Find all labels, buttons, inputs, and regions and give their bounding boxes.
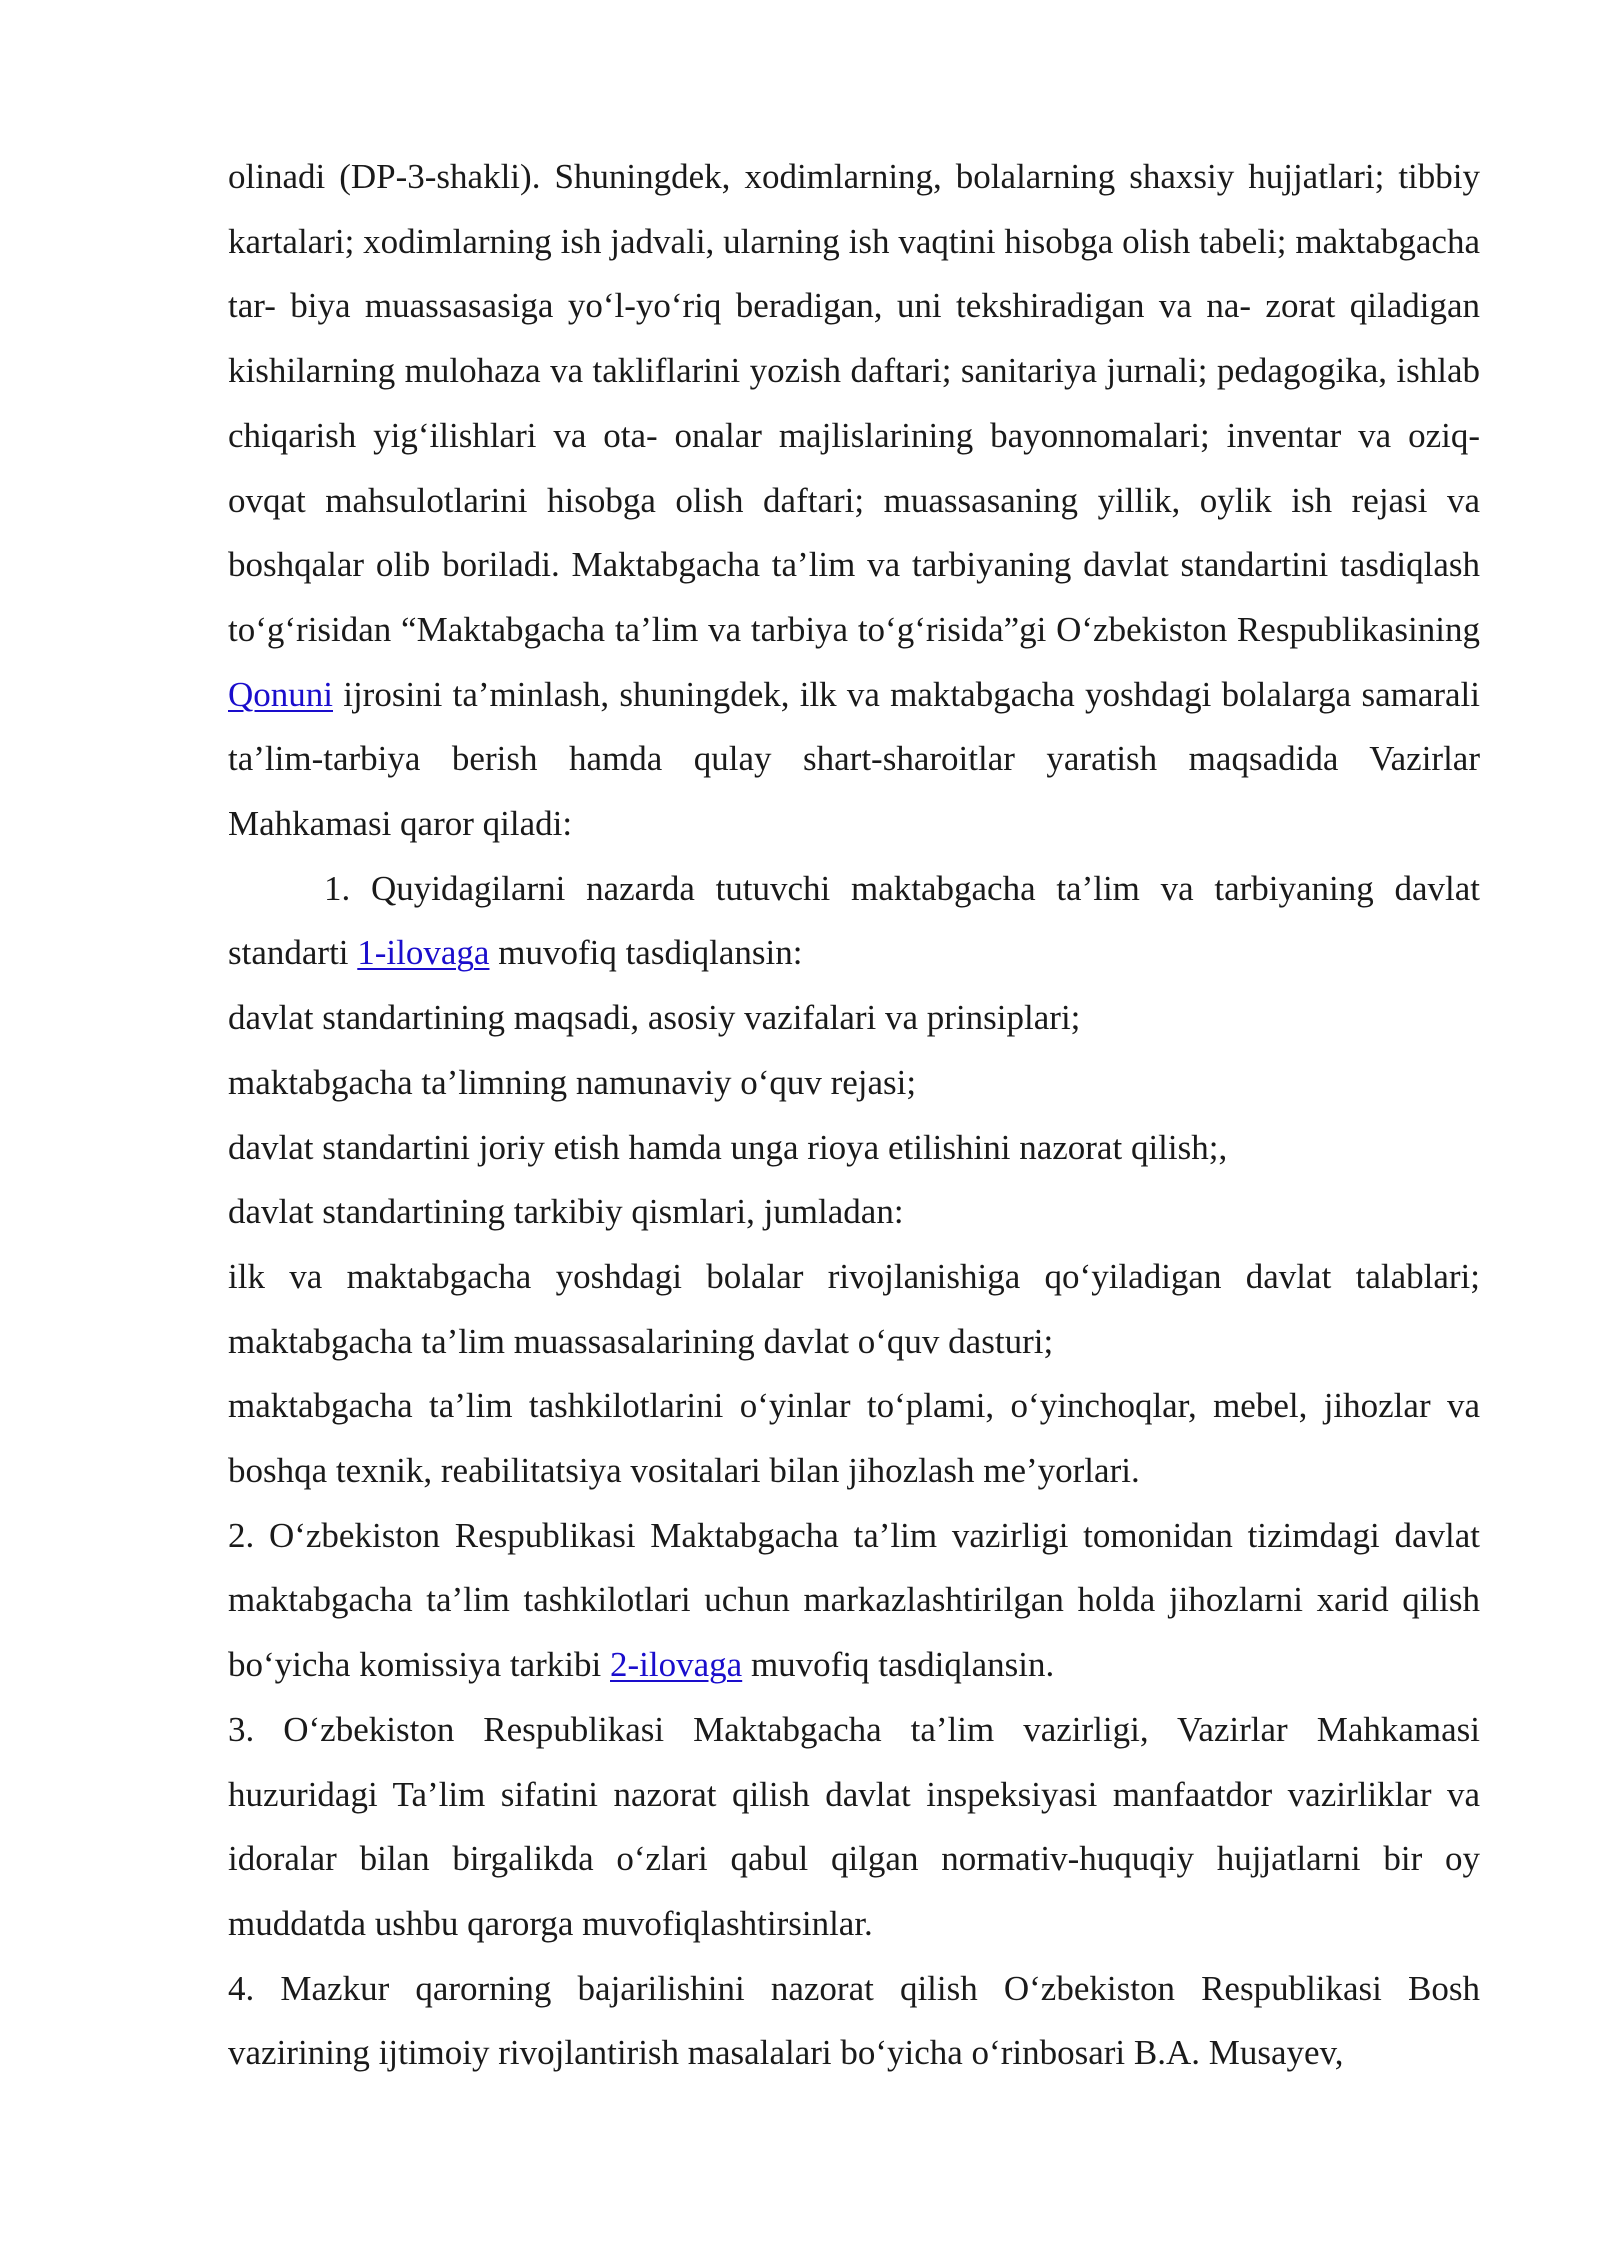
appendix-1-link[interactable]: 1-ilovaga xyxy=(357,933,490,973)
appendix-2-link[interactable]: 2-ilovaga xyxy=(610,1645,743,1685)
list-line-control: davlat standartini joriy etish hamda unga rioya etilishini nazorat qilish;, xyxy=(228,1127,1228,1167)
list-line-components: davlat standartining tarkibiy qismlari, jumladan: xyxy=(228,1192,904,1232)
paragraph-item-3: 3. O‘zbekiston Respublikasi Maktabgacha ta’lim vazirligi, Vazirlar Mahkamasi huzuridagi Ta’lim sifatini nazorat qilish davlat inspeksiyasi manfaatdor vazirliklar va idoralar bilan birgalikda o‘zlari qabul qilgan normativ-huquqiy hujjatlarni bir oy muddatda ushbu qarorga muvofiqlashtirsinlar. xyxy=(228,1709,1480,1943)
law-link[interactable]: Qonuni xyxy=(228,674,333,714)
paragraph-item-2 xyxy=(228,1504,1480,1698)
paragraph-requirements: ilk va maktabgacha yoshdagi bolalar rivojlanishiga qo‘yiladigan davlat talablari; maktabgacha ta’lim muassasalarining davlat o‘quv dasturi; xyxy=(228,1256,1480,1361)
paragraph-text: olinadi (DP-3-shakli). Shuningdek, xodimlarning, bolalarning shaxsiy hujjatlari; tibbiy kartalari; xodimlarning ish jadvali, ularning ish vaqtini hisobga olish tabeli; maktabgacha tar- biya muassasasiga yo‘l-yo‘riq beradigan, uni tekshiradigan va na- zorat qiladigan kishilarning mulohaza va takliflarini yozish daftari; sanitariya jurnali; pedagogika, ishlab chiqarish yig‘ilishlari va ota- onalar majlislarining bayonnomalari; inventar va oziq-ovqat mahsulotlarini hisobga olish daftari; muassasaning yillik, oylik ish rejasi va boshqalar olib boriladi. Maktabgacha ta’lim va tarbiyaning davlat standartini tasdiqlash to‘g‘risidan “Maktabgacha ta’lim va tarbiya to‘g‘risida”gi O‘zbekiston Respublikasining xyxy=(228,157,1480,649)
paragraph-item-1 xyxy=(228,857,1480,986)
list-line-curriculum: maktabgacha ta’limning namunaviy o‘quv rejasi; xyxy=(228,1062,917,1102)
paragraph-text: muvofiq tasdiqlansin. xyxy=(742,1645,1055,1685)
paragraph-equipment-norms: maktabgacha ta’lim tashkilotlarini o‘yinlar to‘plami, o‘yinchoqlar, mebel, jihozlar va boshqa texnik, reabilitatsiya vositalari bilan jihozlash me’yorlari. xyxy=(228,1386,1480,1491)
paragraph-text: 1. Quyidagilarni nazarda tutuvchi maktabgacha ta’lim va tarbiyaning davlat standarti xyxy=(228,868,1480,973)
paragraph-text: 2. O‘zbekiston Respublikasi Maktabgacha ta’lim vazirligi tomonidan tizimdagi davlat maktabgacha ta’lim tashkilotlari uchun markazlashtirilgan holda jihozlarni xarid qilish bo‘yicha komissiya tarkibi xyxy=(228,1515,1480,1685)
paragraph-record-keeping xyxy=(228,145,1480,857)
document-page xyxy=(228,145,1480,2086)
paragraph-text: muvofiq tasdiqlansin: xyxy=(489,933,803,973)
paragraph-item-4: 4. Mazkur qarorning bajarilishini nazorat qilish O‘zbekiston Respublikasi Bosh vazirining ijtimoiy rivojlantirish masalalari bo‘yicha o‘rinbosari B.A. Musayev, xyxy=(228,1968,1480,2073)
paragraph-text: ijrosini ta’minlash, shuningdek, ilk va maktabgacha yoshdagi bolalarga samarali ta’lim-tarbiya berish hamda qulay shart-sharoitlar yaratish maqsadida Vazirlar Mahkamasi qaror qiladi: xyxy=(228,674,1480,844)
list-line-goals: davlat standartining maqsadi, asosiy vazifalari va prinsiplari; xyxy=(228,998,1081,1038)
